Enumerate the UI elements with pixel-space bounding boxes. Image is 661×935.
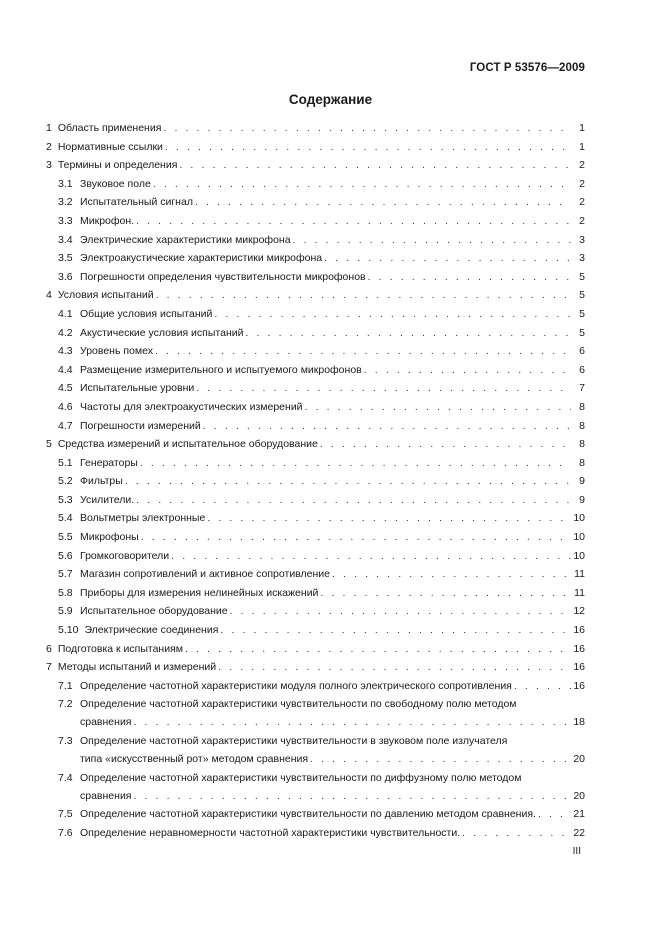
toc-leader-dots (218, 661, 571, 673)
toc-entry-number: 4.4 (58, 363, 73, 376)
toc-entry-number: 5.8 (58, 586, 73, 599)
toc-entry-page: 5 (579, 307, 585, 320)
toc-entry-title: Уровень помех (80, 345, 153, 358)
toc-entry-page: 16 (573, 642, 585, 655)
toc-entry-title: Подготовка к испытаниям (57, 642, 183, 655)
toc-entry-title: Определение частотной характеристики чувствительности по свободному полю методом (80, 698, 517, 711)
toc-leader-dots (364, 364, 571, 376)
toc-entry-page: 11 (574, 586, 585, 599)
toc-entry-page: 10 (573, 512, 585, 525)
toc-leader-dots (153, 178, 571, 190)
toc-entry-multiline[interactable] (46, 735, 585, 772)
toc-entry[interactable] (46, 475, 585, 494)
toc-entry-number: 7.3 (58, 735, 73, 747)
toc-entry-title: Испытательный сигнал (80, 196, 193, 209)
toc-entry-number: 4 (46, 289, 52, 302)
toc-entry-title: Термины и определения (57, 159, 178, 172)
toc-entry-line1 (58, 772, 585, 790)
toc-leader-dots (134, 790, 572, 802)
toc-entry-title: Электрические характеристики микрофона (80, 233, 291, 246)
toc-leader-dots (156, 289, 571, 301)
toc-entry-title: Средства измерений и испытательное оборудование (57, 438, 318, 451)
toc-entry-page: 9 (579, 475, 585, 488)
toc-entry[interactable] (46, 587, 585, 606)
toc-leader-dots (165, 141, 571, 153)
toc-entry[interactable] (46, 178, 585, 197)
toc-entry-title: Определение частотной характеристики чувствительности по диффузному полю методом (80, 771, 522, 784)
toc-leader-dots (140, 457, 571, 469)
toc-leader-dots (141, 531, 571, 543)
toc-entry-page: 2 (579, 177, 585, 190)
toc-entry-line1 (58, 735, 585, 753)
toc-entry[interactable] (46, 327, 585, 346)
toc-leader-dots (214, 308, 571, 320)
toc-entry[interactable] (46, 680, 585, 699)
toc-leader-dots (230, 605, 571, 617)
toc-entry-number: 7.4 (58, 771, 73, 784)
toc-entry-line2 (58, 790, 585, 809)
toc-entry-number: 7.1 (58, 679, 73, 692)
toc-entry[interactable] (46, 252, 585, 271)
toc-entry-page: 3 (579, 252, 585, 265)
toc-entry[interactable] (46, 215, 585, 234)
toc-entry-page: 2 (579, 196, 585, 209)
toc-leader-dots (320, 587, 571, 599)
toc-leader-dots (305, 401, 571, 413)
toc-entry-title: Общие условия испытаний (80, 307, 213, 320)
toc-entry[interactable] (46, 234, 585, 253)
toc-entry-number: 3 (46, 159, 52, 172)
toc-entry-number: 5.4 (58, 512, 73, 525)
toc-entry-page: 21 (573, 808, 585, 821)
toc-entry-number: 5.6 (58, 549, 73, 562)
toc-leader-dots (514, 680, 571, 692)
toc-entry-title: Определение частотной характеристики чувствительности в звуковом поле излучателя (80, 735, 508, 747)
toc-entry[interactable] (46, 159, 585, 178)
toc-entry-title: Фильтры (80, 475, 123, 488)
toc-entry-line2 (58, 716, 585, 735)
toc-entry-number: 5.7 (58, 568, 73, 581)
toc-entry-number: 5.3 (58, 493, 73, 506)
page-number: III (572, 846, 581, 857)
toc-entry-title: Область применения (57, 122, 162, 134)
toc-entry[interactable] (46, 457, 585, 476)
toc-entry-number: 5 (46, 438, 52, 451)
toc-entry-page: 7 (579, 382, 585, 395)
toc-entry-number: 7.6 (58, 826, 73, 839)
toc-entry-title: Генераторы (80, 456, 138, 469)
toc-entry-multiline[interactable] (46, 698, 585, 735)
toc-leader-dots (538, 808, 571, 820)
toc-entry-title: Громкоговорители (80, 549, 170, 562)
toc-entry-number: 1 (46, 122, 52, 134)
toc-entry-page: 18 (573, 716, 585, 729)
toc-entry-number: 3.3 (58, 214, 73, 227)
toc-leader-dots (293, 234, 571, 246)
toc-leader-dots (155, 345, 571, 357)
toc-entry-page: 3 (579, 233, 585, 246)
toc-leader-dots (134, 716, 572, 728)
toc-entry[interactable] (46, 382, 585, 401)
toc-entry-title: Определение частотной характеристики чувствительности по давлению методом сравнения. (80, 808, 536, 821)
toc-leader-dots (185, 643, 571, 655)
toc-entry-title: Условия испытаний (57, 289, 154, 302)
toc-entry-number: 7.5 (58, 808, 73, 821)
toc-entry-page: 6 (579, 363, 585, 376)
toc-entry-title: Акустические условия испытаний (80, 326, 244, 339)
toc-entry-page: 1 (579, 140, 585, 153)
toc-entry-number: 3.4 (58, 233, 73, 246)
toc-entry-title: Усилители. (80, 493, 135, 506)
toc-entry-title: Определение частотной характеристики модуля полного электрического сопротивления (80, 679, 512, 692)
toc-entry-page: 20 (573, 789, 585, 802)
toc-entry-line1 (58, 698, 585, 716)
toc-entry[interactable] (46, 643, 585, 662)
toc-entry-page: 12 (573, 605, 585, 618)
toc-leader-dots (310, 753, 571, 765)
toc-entry[interactable] (46, 364, 585, 383)
toc-entry-title: Размещение измерительного и испытуемого микрофонов (80, 363, 362, 376)
toc-entry-page: 16 (573, 661, 585, 674)
toc-entry-title: Погрешности определения чувствительности микрофонов (80, 270, 366, 283)
toc-entry-number: 4.6 (58, 400, 73, 413)
toc-entry-page: 9 (579, 493, 585, 506)
toc-leader-dots (462, 827, 571, 839)
toc-entry-number: 3.1 (58, 177, 73, 190)
toc-entry-number: 4.5 (58, 382, 73, 395)
toc-entry[interactable] (46, 827, 585, 846)
toc-entry-number: 3.2 (58, 196, 73, 209)
toc-entry-title-cont: сравнения (80, 789, 132, 802)
toc-entry[interactable] (46, 808, 585, 827)
toc-entry-page: 10 (573, 549, 585, 562)
toc-entry[interactable] (46, 531, 585, 550)
toc-entry-title: Микрофоны (80, 531, 139, 544)
toc-entry-page: 20 (573, 753, 585, 765)
toc-entry-page: 2 (579, 159, 585, 172)
toc-entry-number: 3.5 (58, 252, 73, 265)
toc-entry-title: Определение неравномерности частотной характеристики чувствительности. (80, 826, 461, 839)
toc-entry-page: 11 (574, 568, 585, 581)
toc-entry-number: 7 (46, 661, 52, 674)
toc-entry-title: Нормативные ссылки (57, 140, 163, 153)
toc-entry[interactable] (46, 345, 585, 364)
toc-entry[interactable] (46, 550, 585, 569)
toc-entry-title: Электроакустические характеристики микрофона (80, 252, 323, 265)
toc-entry-page: 2 (579, 214, 585, 227)
toc-entry-number: 4.3 (58, 345, 73, 358)
toc-entry[interactable] (46, 624, 585, 643)
toc-leader-dots (368, 271, 571, 283)
toc-entry[interactable] (46, 308, 585, 327)
toc-entry-page: 8 (579, 456, 585, 469)
toc-entry[interactable] (46, 289, 585, 308)
toc-leader-dots (125, 475, 571, 487)
toc-entry-title: Испытательное оборудование (80, 605, 228, 618)
toc-entry-page: 1 (579, 122, 585, 134)
toc-entry-title: Магазин сопротивлений и активное сопротивление (80, 568, 330, 581)
toc-entry[interactable] (46, 512, 585, 531)
toc-entry-number: 5.10 (58, 624, 79, 637)
page-title: Содержание (288, 92, 373, 107)
toc-entry-title-cont: сравнения (80, 716, 132, 729)
toc-entry-page: 10 (573, 531, 585, 544)
toc-entry[interactable] (46, 122, 585, 141)
toc-entry-number: 6 (46, 642, 52, 655)
toc-entry[interactable] (46, 420, 585, 439)
toc-entry-number: 5.9 (58, 605, 73, 618)
toc-entry-title: Приборы для измерения нелинейных искажений (80, 586, 319, 599)
toc-entry[interactable] (46, 196, 585, 215)
toc-entry-number: 3.6 (58, 270, 73, 283)
toc-leader-dots (179, 159, 571, 171)
toc-leader-dots (136, 494, 571, 506)
toc-entry-title: Частоты для электроакустических измерений (80, 400, 303, 413)
toc-entry[interactable] (46, 661, 585, 680)
toc-entry-number: 5.2 (58, 475, 73, 488)
toc-entry-number: 2 (46, 140, 52, 153)
toc-entry-page: 8 (579, 419, 585, 432)
toc-entry-page: 8 (579, 400, 585, 413)
toc-entry-page: 8 (579, 438, 585, 451)
toc-entry-number: 5.1 (58, 456, 73, 469)
toc-entry-multiline[interactable] (46, 772, 585, 809)
toc-leader-dots (171, 550, 571, 562)
toc-leader-dots (136, 215, 571, 227)
toc-entry-page: 5 (579, 270, 585, 283)
toc-entry-title: Микрофон. (80, 214, 135, 227)
toc-leader-dots (324, 252, 571, 264)
toc-entry-line2 (58, 753, 585, 772)
toc-entry-title: Звуковое поле (80, 177, 151, 190)
toc-entry[interactable] (46, 494, 585, 513)
toc-entry[interactable] (46, 438, 585, 457)
toc-entry-page: 16 (573, 679, 585, 692)
table-of-contents (46, 122, 585, 845)
toc-entry[interactable] (46, 271, 585, 290)
toc-entry-number: 5.5 (58, 531, 73, 544)
toc-entry[interactable] (46, 141, 585, 160)
toc-entry-page: 22 (573, 826, 585, 839)
toc-leader-dots (207, 512, 571, 524)
toc-entry-number: 4.2 (58, 326, 73, 339)
toc-entry-page: 6 (579, 345, 585, 358)
toc-entry-title: Испытательные уровни (80, 382, 195, 395)
toc-entry-page: 5 (579, 326, 585, 339)
toc-entry-title: Вольтметры электронные (80, 512, 206, 525)
toc-leader-dots (320, 438, 571, 450)
toc-entry[interactable] (46, 605, 585, 624)
toc-entry[interactable] (46, 568, 585, 587)
toc-entry-page: 5 (579, 289, 585, 302)
toc-entry-page: 16 (573, 624, 585, 637)
toc-leader-dots (163, 122, 571, 134)
toc-entry[interactable] (46, 401, 585, 420)
toc-leader-dots (195, 196, 571, 208)
toc-leader-dots (245, 327, 571, 339)
toc-leader-dots (332, 568, 571, 580)
toc-leader-dots (203, 420, 571, 432)
toc-leader-dots (220, 624, 571, 636)
toc-entry-number: 7.2 (58, 698, 73, 711)
toc-entry-title: Методы испытаний и измерений (57, 661, 217, 674)
toc-entry-number: 4.1 (58, 307, 73, 320)
toc-leader-dots (196, 382, 571, 394)
toc-entry-title: Электрические соединения (84, 624, 219, 637)
toc-entry-title-cont: типа «искусственный рот» методом сравнения (80, 753, 309, 765)
toc-entry-number: 4.7 (58, 419, 73, 432)
document-id: ГОСТ Р 53576—2009 (469, 62, 585, 74)
toc-entry-title: Погрешности измерений (80, 419, 201, 432)
